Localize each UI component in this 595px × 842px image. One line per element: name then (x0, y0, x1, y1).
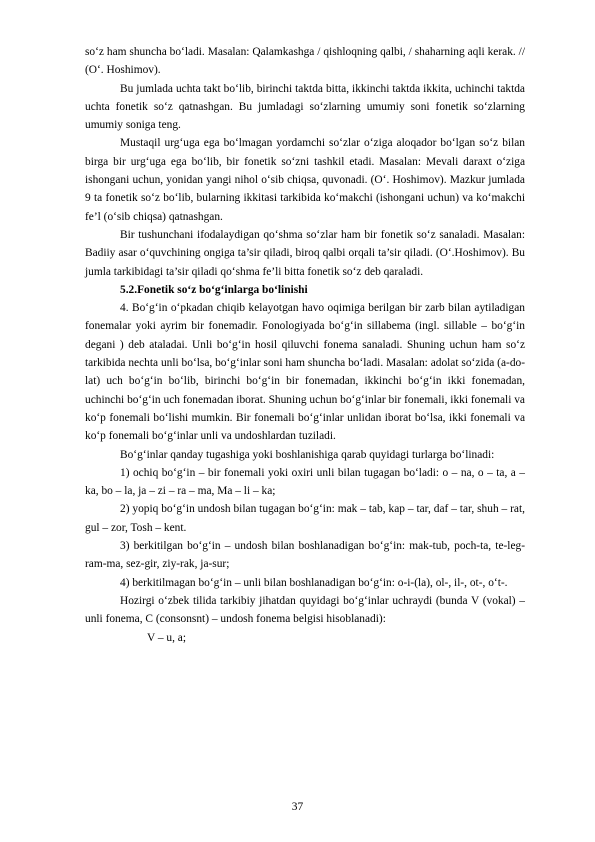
page-number: 37 (291, 801, 304, 813)
paragraph-auxiliary-words: Mustaqil urg‘uga ega bo‘lmagan yordamchi so‘zlar o‘ziga aloqador bo‘lgan so‘z bilan birga bir urg‘uga ega bo‘lib, bir fonetik so‘zni tashkil etadi. Masalan: Mevali daraxt o‘ziga ishongani uchun, yonidan yangi nihol o‘sib chiqsa, quvonadi. (O‘. Hoshimov). Mazkur jumlada 9 ta fonetik so‘z bo‘lib, bularning ikkitasi tarkibida ko‘makchi (ishongani uchun) va ko‘makchi fe’l (o‘sib chiqsa) qatnashgan. (85, 137, 525, 223)
list-item-covered-syllable: 3) berkitilgan bo‘g‘in – undosh bilan boshlanadigan bo‘g‘in: mak-tub, poch-ta, te-leg-ram-ma, sez-gir, ziy-rak, ja-sur; (85, 540, 525, 571)
section-heading: 5.2.Fonetik so‘z bo‘g‘inlarga bo‘linishi (120, 283, 308, 296)
list-item-open-syllable: 1) ochiq bo‘g‘in – bir fonemali yoki oxiri unli bilan tugagan bo‘ladi: o – na, o – ta, a – ka, bo – la, ja – zi – ra – ma, Ma – li – ka; (85, 466, 525, 498)
paragraph-phonetic-words-count: Bu jumlada uchta takt bo‘lib, birinchi taktda bitta, ikkinchi taktda ikkita, uchinchi taktda uchta fonetik so‘z qatnashgan. Bu jumladagi so‘zlarning umumiy soni fonetik so‘zlarning umumiy soniga teng. (85, 82, 525, 132)
document-page (85, 43, 525, 647)
list-item-closed-syllable: 2) yopiq bo‘g‘in undosh bilan tugagan bo‘g‘in: mak – tab, kap – tar, daf – tar, shuh – rat, gul – zor, Tosh – kent. (85, 503, 525, 534)
paragraph-compound-words: Bir tushunchani ifodalaydigan qo‘shma so‘zlar ham bir fonetik so‘z sanaladi. Masalan: Badiiy asar o‘quvchining ongiga ta’sir qiladi, biroq qalbi orqali ta’sir qiladi. (O‘.Hoshimov). Bu jumla tarkibidagi ta’sir qiladi qo‘shma fe’li bitta fonetik so‘z deb qaraladi. (85, 228, 525, 278)
paragraph-syllable-definition: 4. Bo‘g‘in o‘pkadan chiqib kelayotgan havo oqimiga berilgan bir zarb bilan aytiladigan fonemalar yoki ayrim bir fonemadir. Fonologiyada bo‘g‘in sillabema (ingl. sillable – bo‘g‘in degani ) deb ataladai. Unli bo‘g‘in hosil qiluvchi fonema sanaladi. Shuning uchun ham so‘z tarkibida nechta unli bo‘lsa, bo‘g‘inlar soni ham shuncha bo‘ladi. Masalan: adolat so‘zida (a-do-lat) uch bo‘g‘in bo‘lib, birinchi bo‘g‘in bir fonemadan, ikkinchi bo‘g‘in ikki fonemadan, uchinchi bo‘g‘in uch fonemadan iborat. Shuning uchun bo‘g‘inlar bir fonemali, ikki fonemali va ko‘p fonemali bo‘lishi mumkin. Bir fonemali bo‘g‘inlar unlidan iborat bo‘lsa, ikki fonemali va ko‘p fonemali bo‘g‘inlar unli va undoshlardan tuziladi. (85, 302, 525, 443)
paragraph-syllable-types-intro: Bo‘g‘inlar qanday tugashiga yoki boshlanishiga qarab quyidagi turlarga bo‘linadi: (120, 448, 495, 461)
paragraph-structural-syllables: Hozirgi o‘zbek tilida tarkibiy jihatdan quyidagi bo‘g‘inlar uchraydi (bunda V (vokal) – unli fonema, C (consonsnt) – undosh fonema belgisi hisoblanadi): (85, 594, 525, 626)
paragraph-continuation: so‘z ham shuncha bo‘ladi. Masalan: Qalamkashga / qishloqning qalbi, / shaharning aqli kerak. // (O‘. Hoshimov). (85, 46, 525, 77)
list-item-uncovered-syllable: 4) berkitilmagan bo‘g‘in – unli bilan boshlanadigan bo‘g‘in: o-i-(la), ol-, il-, ot-, o‘t-. (120, 576, 508, 589)
syllable-pattern-example: V – u, a; (147, 631, 187, 644)
